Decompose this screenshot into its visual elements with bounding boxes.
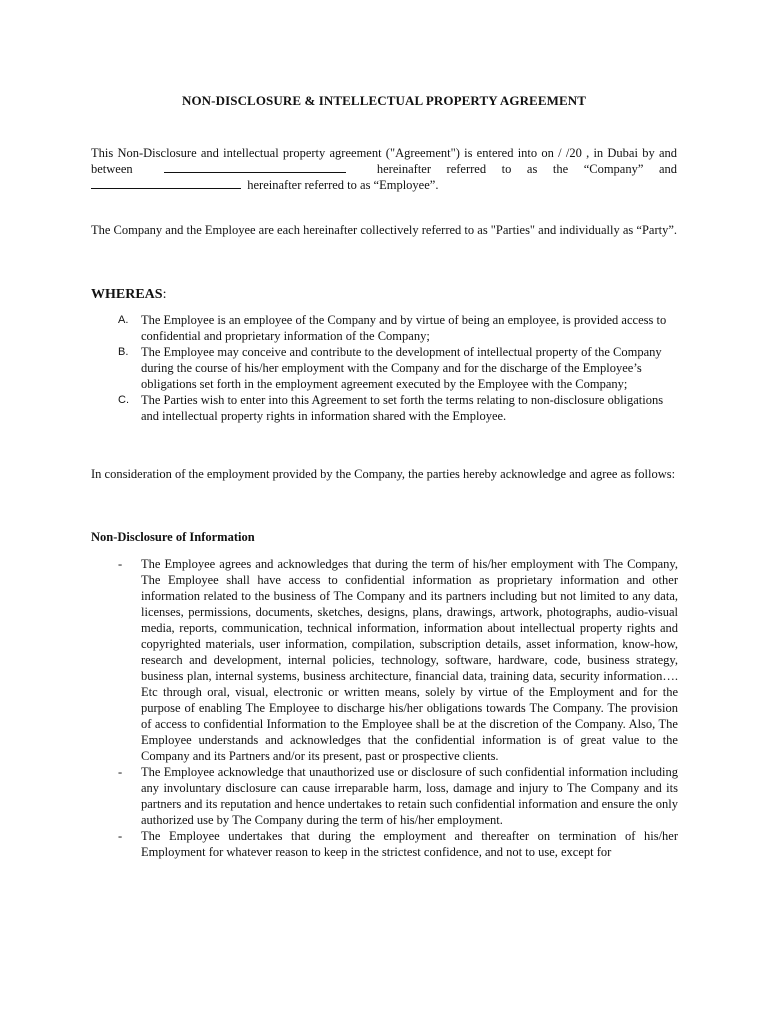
intro-paragraph xyxy=(91,145,677,193)
intro-text-2: hereinafter referred to as the “Company” and xyxy=(376,162,678,176)
document-title: NON-DISCLOSURE & INTELLECTUAL PROPERTY AGREEMENT xyxy=(181,93,587,108)
clauses-list xyxy=(118,556,678,860)
list-marker: A. xyxy=(118,314,129,326)
employee-name-blank xyxy=(91,178,241,189)
consideration-paragraph: In consideration of the employment provided by the Company, the parties hereby acknowledge and agree as follows: xyxy=(91,467,676,481)
parties-paragraph: The Company and the Employee are each hereinafter collectively referred to as "Parties" and individually as “Party”. xyxy=(91,223,678,237)
list-item xyxy=(118,556,678,764)
list-marker: - xyxy=(118,765,123,779)
intro-text-1: This Non-Disclosure and intellectual property agreement ("Agreement") is entered into on / /20 , in Dubai by and between xyxy=(91,146,677,176)
list-item xyxy=(118,764,678,828)
list-item xyxy=(118,344,678,392)
list-item-text: The Parties wish to enter into this Agreement to set forth the terms relating to non-disclosure obligations and intellectual property rights in information shared with the Employee. xyxy=(141,393,664,423)
list-marker: C. xyxy=(118,394,129,406)
list-item xyxy=(118,312,678,344)
list-item-text: The Employee may conceive and contribute to the development of intellectual property of the Company during the course of his/her employment with the Company and for the discharge of the Employee’s obligations set forth in the employment agreement executed by the Employee with the Company; xyxy=(141,345,662,391)
list-marker: - xyxy=(118,829,123,843)
list-item-text: The Employee is an employee of the Company and by virtue of being an employee, is provided access to confidential and proprietary information of the Company; xyxy=(141,313,667,343)
list-item-text: The Employee undertakes that during the employment and thereafter on termination of his/her Employment for whatever reason to keep in the strictest confidence, and not to use, except for xyxy=(141,829,678,859)
recitals-list xyxy=(118,312,678,424)
intro-text-3: hereinafter referred to as “Employee”. xyxy=(247,178,439,192)
list-marker: - xyxy=(118,557,123,571)
list-marker: B. xyxy=(118,346,129,358)
list-item-text: The Employee acknowledge that unauthorized use or disclosure of such confidential information including any involuntary disclosure can cause irreparable harm, loss, damage and injury to The Company and its partners and its reputation and hence undertakes to retain such confidential information and ensure the only authorized use by The Company during the term of his/her employment. xyxy=(141,765,678,827)
whereas-heading xyxy=(91,287,166,303)
list-item-text: The Employee agrees and acknowledges that during the term of his/her employment with The Company, The Employee shall have access to confidential information as proprietary information and other information related to the business of The Company and its partners including but not limited to any data, licenses, permissions, documents, sketches, designs, plans, drawings, artwork, photographs, audio-visual media, reports, communication, technical information, information about intellectual property rights and copyrighted materials, user information, compilation, subscription details, asset information, know-how, research and development, internal policies, technology, software, hardware, code, business strategy, business plan, internal systems, business architecture, financial data, training data, security information…. Etc through oral, visual, electronic or written means, solely by virtue of the Employment and for the purpose of enabling The Employee to discharge his/her obligations towards The Company. The provision of access to confidential Information to the Employee shall be at the discretion of the Company. Also, The Employee understands and acknowledges that the confidential information is of great value to the Company and its Partners and/or its present, past or prospective clients. xyxy=(141,557,678,763)
section-heading: Non-Disclosure of Information xyxy=(91,530,255,544)
whereas-colon: : xyxy=(162,287,167,302)
list-item xyxy=(118,828,678,860)
list-item xyxy=(118,392,678,424)
company-name-blank xyxy=(164,162,346,173)
whereas-label: WHEREAS xyxy=(91,287,163,302)
